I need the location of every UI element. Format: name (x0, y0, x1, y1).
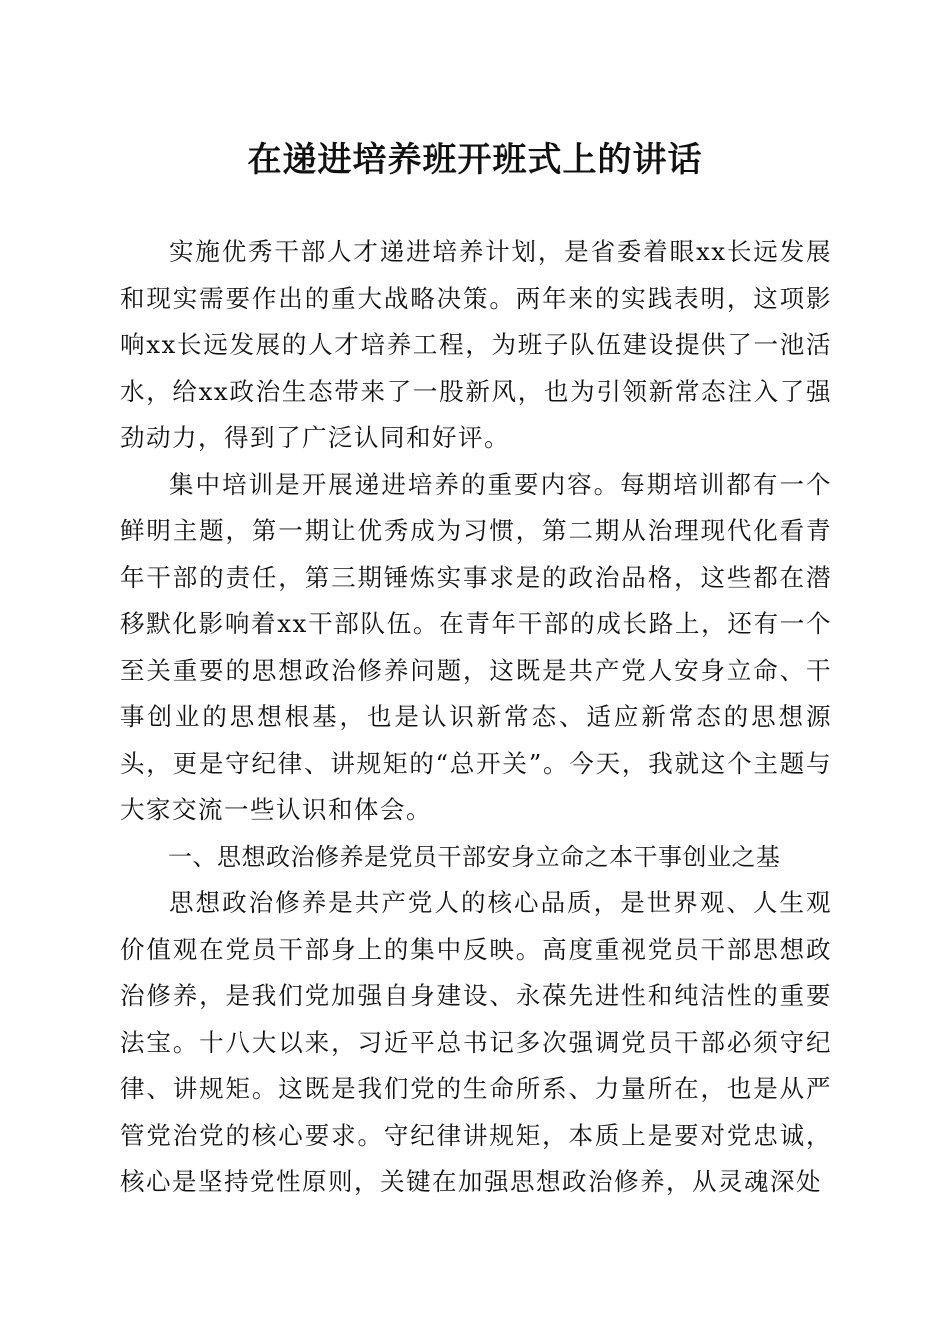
paragraph-intro: 实施优秀干部人才递进培养计划，是省委着眼xx长远发展和现实需要作出的重大战略决策。两年来的实践表明，这项影响xx长远发展的人才培养工程，为班子队伍建设提供了一池活水，给xx政治生态带来了一股新风，也为引领新常态注入了强劲动力，得到了广泛认同和好评。 (120, 237, 832, 452)
paragraph-section-one: 思想政治修养是共产党人的核心品质，是世界观、人生观价值观在党员干部身上的集中反映。高度重视党员干部思想政治修养，是我们党加强自身建设、永葆先进性和纯洁性的重要法宝。十八大以来，习近平总书记多次强调党员干部必须守纪律、讲规矩。这既是我们党的生命所系、力量所在，也是从严管党治党的核心要求。守纪律讲规矩，本质上是要对党忠诚，核心是坚持党性原则，关键在加强思想政治修养，从灵魂深处 (120, 888, 832, 1196)
paragraph-training: 集中培训是开展递进培养的重要内容。每期培训都有一个鲜明主题，第一期让优秀成为习惯，第二期从治理现代化看青年干部的责任，第三期锤炼实事求是的政治品格，这些都在潜移默化影响着xx干部队伍。在青年干部的成长路上，还有一个至关重要的思想政治修养问题，这既是共产党人安身立命、干事创业的思想根基，也是认识新常态、适应新常态的思想源头，更是守纪律、讲规矩的“总开关”。今天，我就这个主题与大家交流一些认识和体会。 (120, 469, 832, 824)
document-body (120, 229, 832, 1206)
document-title: 在递进培养班开班式上的讲话 (247, 140, 703, 180)
section-heading: 一、思想政治修养是党员干部安身立命之本干事创业之基 (168, 842, 781, 871)
